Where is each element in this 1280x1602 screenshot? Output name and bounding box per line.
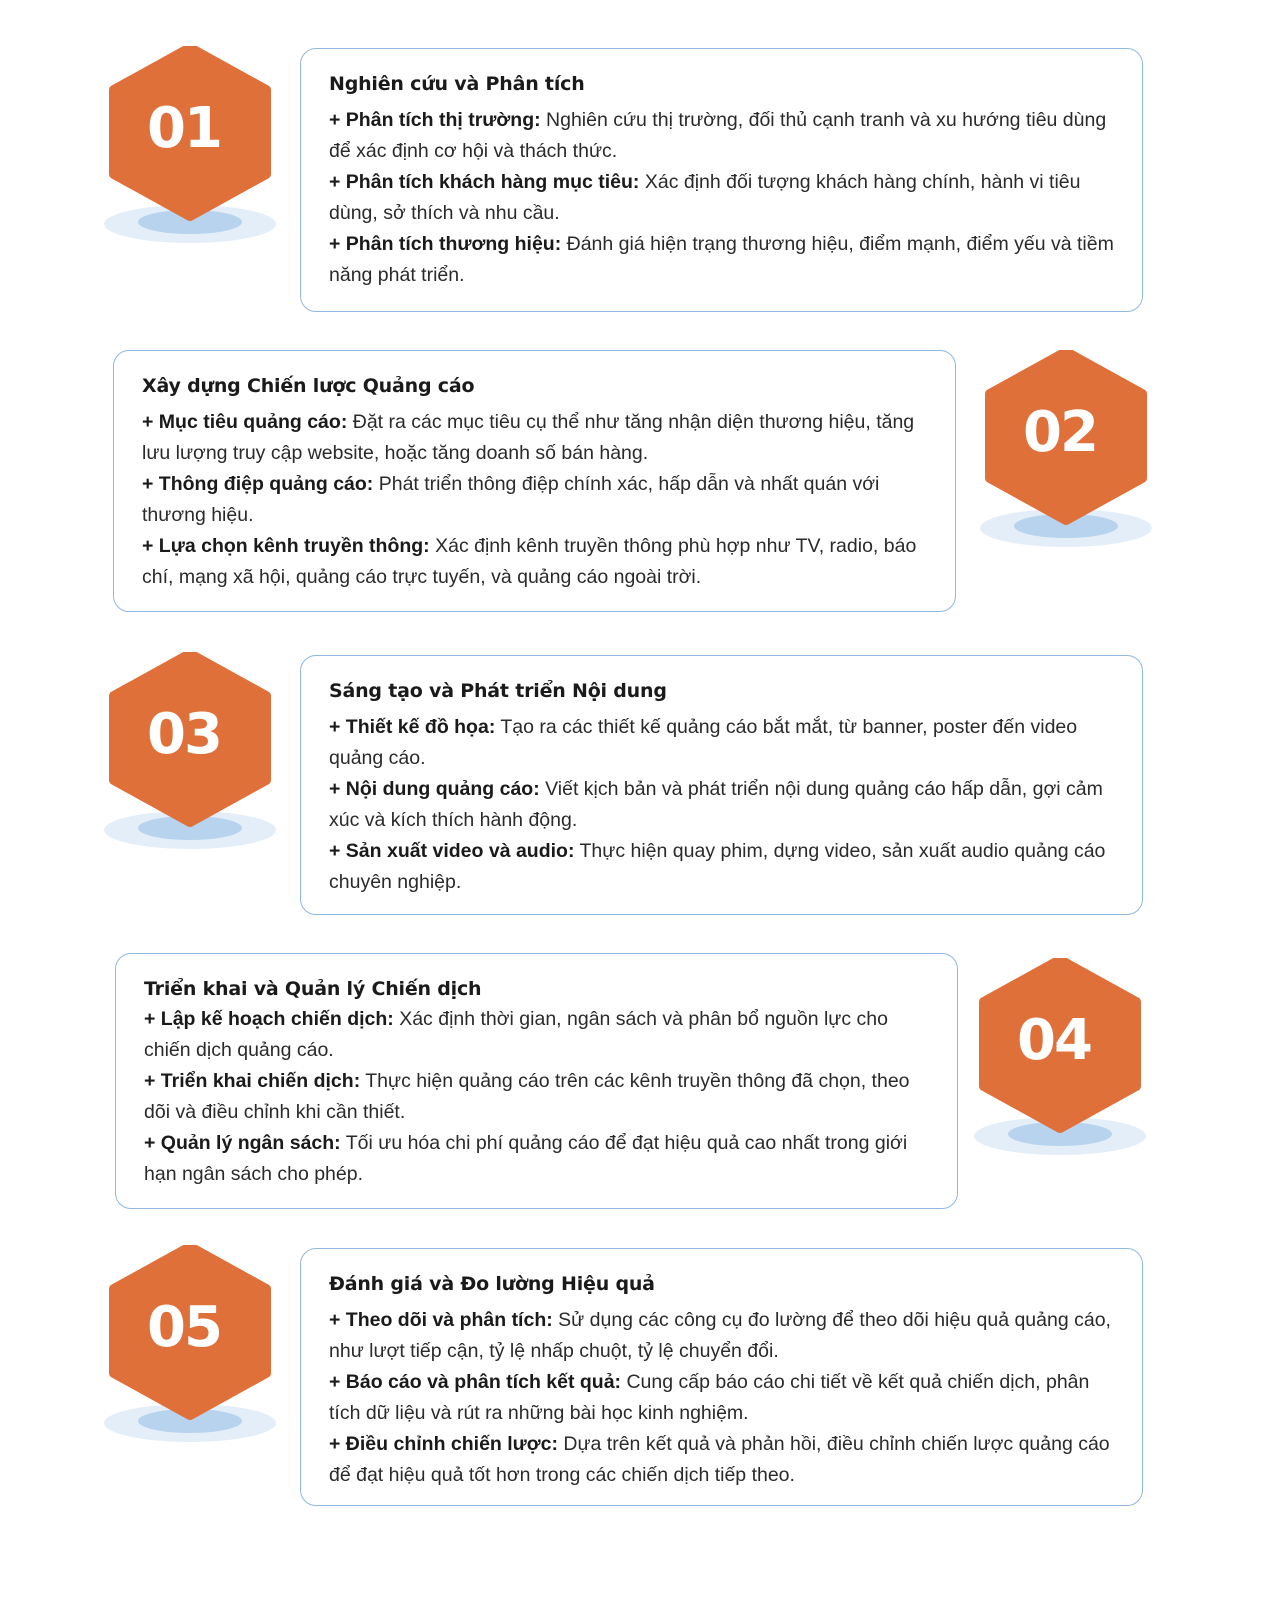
step-card-02 xyxy=(113,350,956,612)
step-item-text: Sử dụng các công cụ đo lường để theo dõi hiệu quả quảng cáo, như lượt tiếp cận, tỷ lệ nhấp chuột, tỷ lệ chuyển đổi. xyxy=(329,1309,1111,1362)
step-item-label: + Báo cáo và phân tích kết quả: xyxy=(329,1371,622,1393)
step-item-label: + Triển khai chiến dịch: xyxy=(144,1070,361,1092)
step-item-label: + Quản lý ngân sách: xyxy=(144,1132,341,1154)
step-card-03 xyxy=(300,655,1143,915)
step-item xyxy=(329,105,1114,167)
step-item-label: + Lựa chọn kênh truyền thông: xyxy=(142,535,430,557)
step-title: Triển khai và Quản lý Chiến dịch xyxy=(144,978,482,1000)
step-item-text: Thực hiện quảng cáo trên các kênh truyền thông đã chọn, theo dõi và điều chỉnh khi cần thiết. xyxy=(144,1070,910,1123)
step-item-label: + Mục tiêu quảng cáo: xyxy=(142,411,348,433)
step-item-text: Dựa trên kết quả và phản hồi, điều chỉnh chiến lược quảng cáo để đạt hiệu quả tốt hơn trong các chiến dịch tiếp theo. xyxy=(329,1433,1110,1486)
step-badge-03 xyxy=(104,652,280,852)
step-item-label: + Phân tích thị trường: xyxy=(329,109,541,131)
step-item xyxy=(329,1367,1114,1429)
step-item-text: Xác định kênh truyền thông phù hợp như TV, radio, báo chí, mạng xã hội, quảng cáo trực tuyến, và quảng cáo ngoài trời. xyxy=(142,535,917,588)
step-card-05 xyxy=(300,1248,1143,1506)
step-item xyxy=(329,1429,1114,1491)
step-title: Đánh giá và Đo lường Hiệu quả xyxy=(329,1273,655,1295)
step-item xyxy=(142,469,927,531)
step-item-text: Phát triển thông điệp chính xác, hấp dẫn và nhất quán với thương hiệu. xyxy=(142,473,880,526)
step-number: 03 xyxy=(147,702,221,767)
step-item xyxy=(329,712,1114,774)
step-item-text: Xác định thời gian, ngân sách và phân bổ nguồn lực cho chiến dịch quảng cáo. xyxy=(144,1008,888,1061)
step-item-text: Đặt ra các mục tiêu cụ thể như tăng nhận diện thương hiệu, tăng lưu lượng truy cập website, hoặc tăng doanh số bán hàng. xyxy=(142,411,915,464)
step-item xyxy=(142,531,927,593)
step-item-text: Cung cấp báo cáo chi tiết về kết quả chiến dịch, phân tích dữ liệu và rút ra những bài học kinh nghiệm. xyxy=(329,1371,1090,1424)
step-number: 02 xyxy=(1023,400,1097,465)
step-item-label: + Phân tích khách hàng mục tiêu: xyxy=(329,171,640,193)
step-title: Sáng tạo và Phát triển Nội dung xyxy=(329,680,667,702)
step-item-label: + Theo dõi và phân tích: xyxy=(329,1309,553,1331)
step-item xyxy=(329,167,1114,229)
step-item-text: Tạo ra các thiết kế quảng cáo bắt mắt, từ banner, poster đến video quảng cáo. xyxy=(329,716,1078,769)
step-item-text: Nghiên cứu thị trường, đối thủ cạnh tranh và xu hướng tiêu dùng để xác định cơ hội và thách thức. xyxy=(329,109,1107,162)
step-item-text: Viết kịch bản và phát triển nội dung quảng cáo hấp dẫn, gợi cảm xúc và kích thích hành động. xyxy=(329,778,1103,831)
step-number: 05 xyxy=(147,1295,221,1360)
step-item-text: Tối ưu hóa chi phí quảng cáo để đạt hiệu quả cao nhất trong giới hạn ngân sách cho phép. xyxy=(144,1132,908,1185)
step-item xyxy=(329,836,1114,898)
step-badge-02 xyxy=(980,350,1156,550)
step-item-label: + Sản xuất video và audio: xyxy=(329,840,575,862)
step-item-text: Xác định đối tượng khách hàng chính, hành vi tiêu dùng, sở thích và nhu cầu. xyxy=(329,171,1081,224)
step-item-label: + Phân tích thương hiệu: xyxy=(329,233,562,255)
step-badge-01 xyxy=(104,46,280,246)
step-number: 04 xyxy=(1017,1008,1091,1073)
step-item xyxy=(329,1305,1114,1367)
step-item-label: + Điều chỉnh chiến lược: xyxy=(329,1433,558,1455)
step-item xyxy=(142,407,927,469)
step-item-text: Thực hiện quay phim, dựng video, sản xuất audio quảng cáo chuyên nghiệp. xyxy=(329,840,1106,893)
step-item-label: + Thông điệp quảng cáo: xyxy=(142,473,374,495)
step-item-label: + Nội dung quảng cáo: xyxy=(329,778,540,800)
step-item-label: + Thiết kế đồ họa: xyxy=(329,716,496,738)
step-item xyxy=(329,774,1114,836)
step-card-01 xyxy=(300,48,1143,312)
step-card-04 xyxy=(115,953,958,1209)
step-item xyxy=(144,1066,929,1128)
step-badge-04 xyxy=(974,958,1150,1158)
step-title: Xây dựng Chiến lược Quảng cáo xyxy=(142,375,475,397)
step-item-text: Đánh giá hiện trạng thương hiệu, điểm mạnh, điểm yếu và tiềm năng phát triển. xyxy=(329,233,1114,286)
step-title: Nghiên cứu và Phân tích xyxy=(329,73,585,95)
step-item xyxy=(144,1004,929,1066)
step-item-label: + Lập kế hoạch chiến dịch: xyxy=(144,1008,394,1030)
step-item xyxy=(329,229,1114,291)
step-item xyxy=(144,1128,929,1190)
step-badge-05 xyxy=(104,1245,280,1445)
step-number: 01 xyxy=(147,96,221,161)
